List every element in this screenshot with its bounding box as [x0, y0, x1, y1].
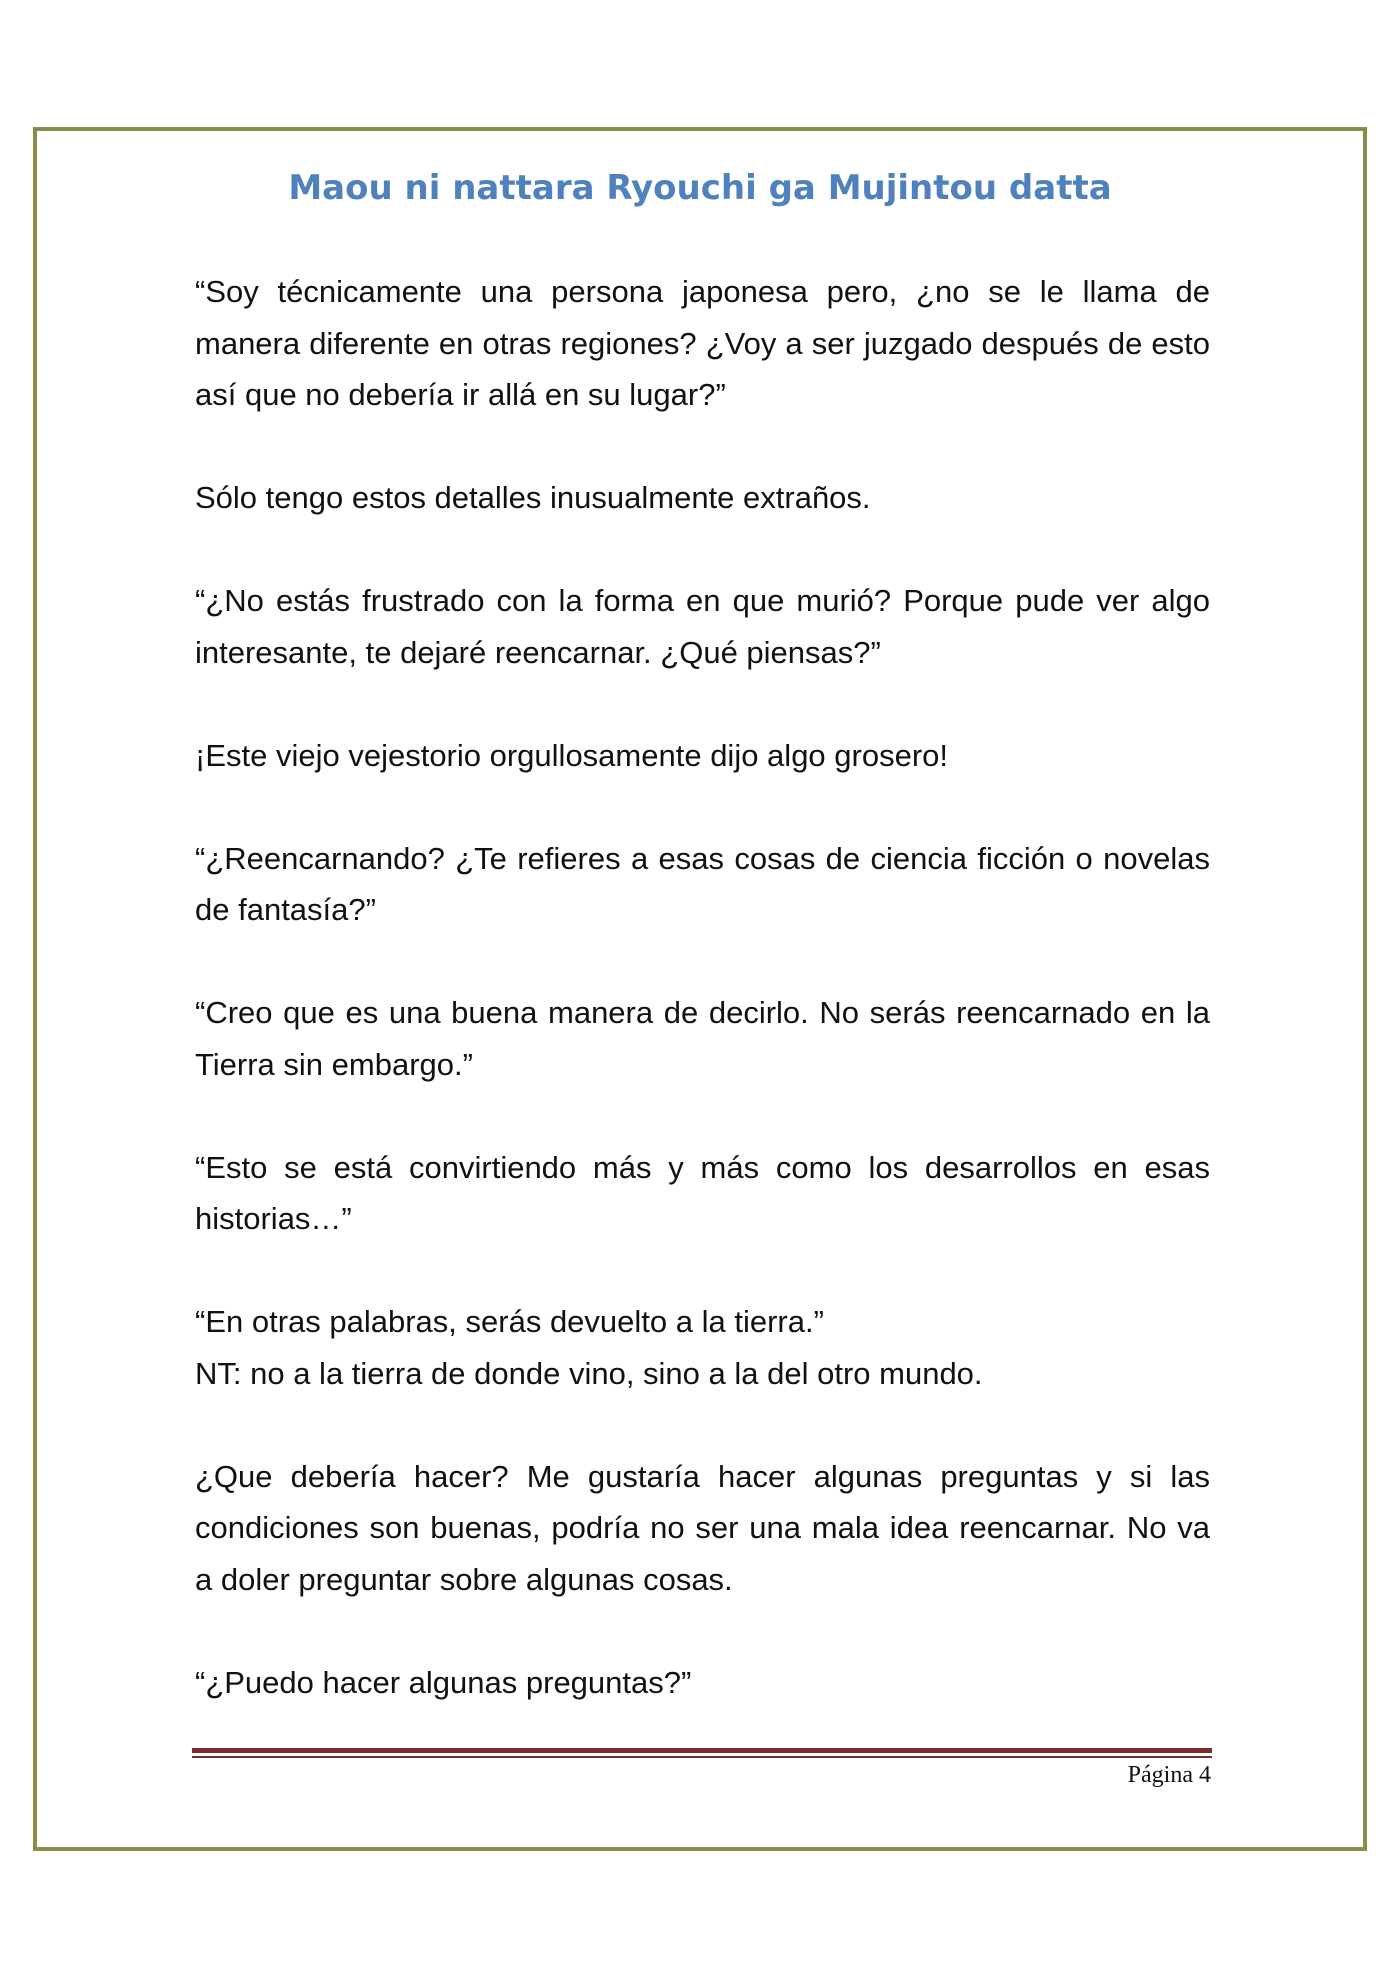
text-line: “¿No estás frustrado con la forma en que murió? Porque pude ver algo interesante, te dejaré reencarnar. ¿Qué piensas?”: [195, 583, 1210, 670]
paragraph: [195, 1142, 1210, 1245]
paragraph: [195, 1657, 1210, 1709]
text-line: “¿Puedo hacer algunas preguntas?”: [195, 1664, 692, 1700]
paragraph: [195, 730, 1210, 782]
paragraph: [195, 575, 1210, 678]
text-line: “En otras palabras, serás devuelto a la tierra.”: [195, 1304, 824, 1339]
body-text: [195, 266, 1210, 1708]
paragraph: [195, 987, 1210, 1090]
text-line: ¡Este viejo vejestorio orgullosamente dijo algo grosero!: [195, 737, 949, 773]
footer-rule: [192, 1748, 1212, 1753]
paragraph: [195, 472, 1210, 524]
paragraph: [195, 1451, 1210, 1606]
text-line: ¿Que debería hacer? Me gustaría hacer algunas preguntas y si las condiciones son buenas, podría no ser una mala idea reencarnar. No va a doler preguntar sobre algunas cosas.: [195, 1458, 1210, 1597]
paragraph: [195, 833, 1210, 936]
text-line: “Esto se está convirtiendo más y más como los desarrollos en esas historias…”: [195, 1149, 1210, 1236]
translator-note: NT: no a la tierra de donde vino, sino a la del otro mundo.: [195, 1355, 983, 1391]
page-title: Maou ni nattara Ryouchi ga Mujintou datta: [288, 168, 1112, 208]
paragraph: [195, 1296, 1210, 1399]
paragraph: [195, 266, 1210, 421]
text-line: “Soy técnicamente una persona japonesa pero, ¿no se le llama de manera diferente en otras regiones? ¿Voy a ser juzgado después de esto así que no debería ir allá en su lugar?”: [195, 274, 1210, 412]
footer-rule-thin: [192, 1756, 1212, 1758]
text-line: Sólo tengo estos detalles inusualmente extraños.: [195, 480, 871, 515]
text-line: “Creo que es una buena manera de decirlo. No serás reencarnado en la Tierra sin embargo.”: [195, 995, 1210, 1082]
page-number: Página 4: [1127, 1762, 1211, 1788]
text-line: “¿Reencarnando? ¿Te refieres a esas cosas de ciencia ficción o novelas de fantasía?”: [195, 840, 1210, 927]
